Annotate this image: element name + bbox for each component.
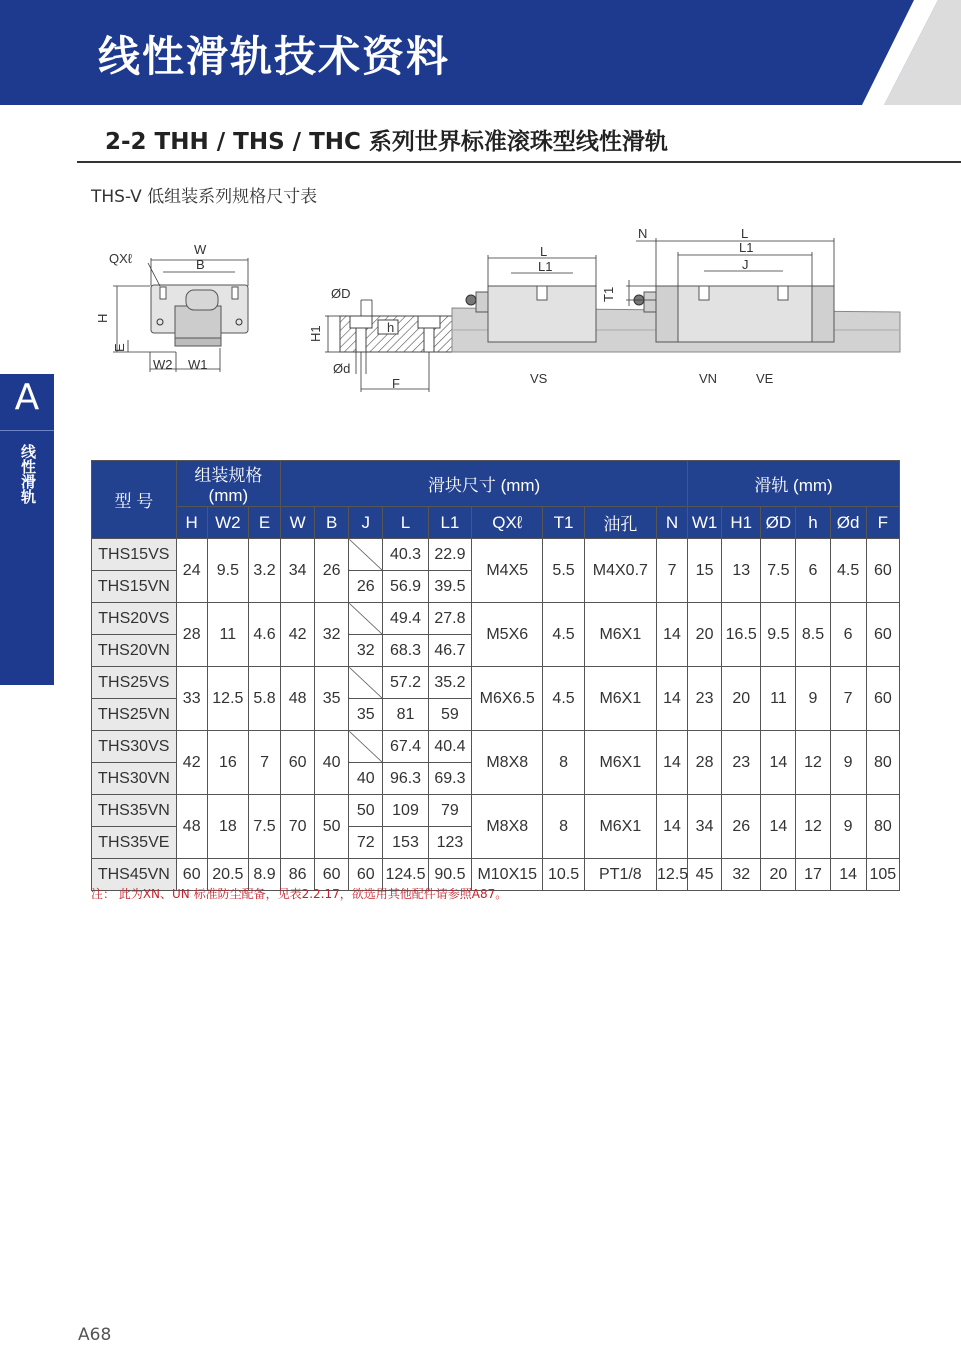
col-h: H [176,507,207,539]
cell-od: 9 [830,795,866,859]
cell-l1: 90.5 [428,859,471,891]
col-od: ØD [761,507,796,539]
page-header [0,0,961,105]
dim-w2: W2 [153,357,173,372]
col-f: F [866,507,899,539]
col-w2: W2 [207,507,248,539]
model-cell: THS35VN [92,795,177,827]
cell-j-empty [349,539,383,571]
cell-e: 8.9 [249,859,281,891]
cell-h1: 23 [722,731,761,795]
cell-w2: 12.5 [207,667,248,731]
spec-table-body [92,539,900,891]
model-cell: THS25VN [92,699,177,731]
cell-w2: 16 [207,731,248,795]
table-row [92,859,900,891]
header-assembly: 组装规格 (mm) [176,461,280,507]
cell-e: 3.2 [249,539,281,603]
cell-w: 60 [281,731,315,795]
ve-caption: VE [756,371,774,386]
col-dd: Ød [830,507,866,539]
model-cell: THS20VN [92,635,177,667]
cell-od: 14 [830,859,866,891]
cell-h: 12 [796,795,830,859]
page-title: 线性滑轨技术资料 [98,32,451,81]
dim-h: H [95,313,110,323]
cell-j: 72 [349,827,383,859]
model-cell: THS25VS [92,667,177,699]
cell-b: 32 [315,603,349,667]
cell-l1: 46.7 [428,635,471,667]
cell-w2: 20.5 [207,859,248,891]
cell-f: 60 [866,539,899,603]
cell-l1: 39.5 [428,571,471,603]
cell-n: 7 [657,539,688,603]
cell-e: 5.8 [249,667,281,731]
cell-w1: 28 [688,731,722,795]
model-cell: THS15VN [92,571,177,603]
cell-l1: 69.3 [428,763,471,795]
cell-od: 4.5 [830,539,866,603]
cell-l: 49.4 [383,603,428,635]
cell-l1: 123 [428,827,471,859]
table-row [92,539,900,571]
cell-t1: 4.5 [543,603,584,667]
cell-oil: M6X1 [584,603,656,667]
cell-l: 57.2 [383,667,428,699]
cell-od: 9.5 [761,603,796,667]
cell-h: 28 [176,603,207,667]
cell-h: 48 [176,795,207,859]
cell-l: 153 [383,827,428,859]
cell-od: 14 [761,731,796,795]
cell-oil: M6X1 [584,731,656,795]
cell-b: 26 [315,539,349,603]
cell-f: 80 [866,731,899,795]
model-cell: THS30VS [92,731,177,763]
cell-b: 35 [315,667,349,731]
cell-qxl: M8X8 [472,731,543,795]
chapter-tab-divider [0,430,54,431]
cell-l1: 79 [428,795,471,827]
col-w1: W1 [688,507,722,539]
model-cell: THS35VE [92,827,177,859]
cell-h1: 16.5 [722,603,761,667]
dim-j: J [742,257,749,272]
cell-od: 11 [761,667,796,731]
cell-h: 42 [176,731,207,795]
vn-side-view-drawing [626,238,834,342]
cell-h1: 20 [722,667,761,731]
cell-od: 7.5 [761,539,796,603]
table-row [92,731,900,763]
spec-table [91,460,900,891]
dim-h1: H1 [308,325,323,342]
cell-l1: 59 [428,699,471,731]
cell-h: 33 [176,667,207,731]
model-cell: THS15VS [92,539,177,571]
cell-j: 50 [349,795,383,827]
col-b: B [315,507,349,539]
cell-l1: 40.4 [428,731,471,763]
chapter-label: 线性滑轨 [19,444,37,504]
dim-t1: T1 [601,286,616,302]
cell-e: 7 [249,731,281,795]
cell-j: 26 [349,571,383,603]
cell-f: 60 [866,603,899,667]
cell-l: 40.3 [383,539,428,571]
cell-n: 12.5 [657,859,688,891]
col-n: N [657,507,688,539]
col-qxl: QXℓ [472,507,543,539]
cell-t1: 10.5 [543,859,584,891]
cell-l: 81 [383,699,428,731]
dimension-diagrams [0,220,961,400]
dim-od: ØD [331,286,351,301]
cell-w1: 15 [688,539,722,603]
col-l: L [383,507,428,539]
rail-section-drawing [325,300,452,392]
cell-w: 34 [281,539,315,603]
cell-e: 4.6 [249,603,281,667]
col-t1: T1 [543,507,584,539]
cell-h: 8.5 [796,603,830,667]
dim-vn-l: L [741,226,749,241]
cell-h1: 26 [722,795,761,859]
col-e: E [249,507,281,539]
cell-oil: M4X0.7 [584,539,656,603]
cell-oil: M6X1 [584,795,656,859]
dim-w: W [194,242,207,257]
cell-t1: 4.5 [543,667,584,731]
cell-f: 60 [866,667,899,731]
cell-j-empty [349,731,383,763]
cell-od: 9 [830,731,866,795]
cell-l: 68.3 [383,635,428,667]
vn-caption: VN [699,371,718,386]
cell-j-empty [349,603,383,635]
dim-w1: W1 [188,357,208,372]
cell-qxl: M10X15 [472,859,543,891]
cell-h: 6 [796,539,830,603]
section-divider [77,161,961,163]
front-view-drawing [113,258,248,372]
cell-j: 60 [349,859,383,891]
cell-t1: 8 [543,795,584,859]
chapter-letter: A [14,377,40,418]
cell-oil: M6X1 [584,667,656,731]
section-title: 2-2 THH / THS / THC 系列世界标准滚珠型线性滑轨 [105,129,668,155]
cell-t1: 5.5 [543,539,584,603]
cell-h: 9 [796,667,830,731]
cell-n: 14 [657,731,688,795]
col-w: W [281,507,315,539]
col-l1: L1 [428,507,471,539]
vs-caption: VS [530,371,548,386]
cell-f: 80 [866,795,899,859]
cell-h: 24 [176,539,207,603]
cell-j: 35 [349,699,383,731]
cell-j: 32 [349,635,383,667]
cell-l1: 27.8 [428,603,471,635]
cell-l: 56.9 [383,571,428,603]
table-row [92,795,900,827]
cell-t1: 8 [543,731,584,795]
cell-j-empty [349,667,383,699]
cell-w1: 20 [688,603,722,667]
cell-l: 109 [383,795,428,827]
cell-w: 42 [281,603,315,667]
dim-qxl: QXℓ [109,251,132,266]
dim-b: B [196,257,205,272]
cell-n: 14 [657,667,688,731]
dim-vs-l1: L1 [538,259,553,274]
col-h-small: h [796,507,830,539]
dim-h-small: h [387,320,395,335]
cell-oil: PT1/8 [584,859,656,891]
footnote: 注： 此为XN、UN 标准防尘配备，见表2.2.17，欲选用其他配件请参照A87。 [91,887,508,901]
cell-n: 14 [657,603,688,667]
cell-l1: 35.2 [428,667,471,699]
dim-vn-l1: L1 [739,240,754,255]
page-number: A68 [78,1325,112,1345]
cell-b: 40 [315,731,349,795]
cell-w1: 34 [688,795,722,859]
cell-h1: 32 [722,859,761,891]
cell-qxl: M6X6.5 [472,667,543,731]
cell-b: 60 [315,859,349,891]
cell-b: 50 [315,795,349,859]
chapter-tab [0,374,54,685]
cell-l: 124.5 [383,859,428,891]
cell-qxl: M4X5 [472,539,543,603]
cell-h: 12 [796,731,830,795]
col-oil-hole: 油孔 [584,507,656,539]
cell-w1: 45 [688,859,722,891]
cell-od: 20 [761,859,796,891]
cell-w2: 11 [207,603,248,667]
cell-h: 17 [796,859,830,891]
cell-l: 96.3 [383,763,428,795]
cell-e: 7.5 [249,795,281,859]
dim-e: E [112,343,127,352]
cell-w: 48 [281,667,315,731]
table-row [92,667,900,699]
dim-vs-l: L [540,244,548,259]
cell-h1: 13 [722,539,761,603]
dim-dd: Ød [333,361,351,376]
cell-qxl: M5X6 [472,603,543,667]
cell-l1: 22.9 [428,539,471,571]
col-h1: H1 [722,507,761,539]
cell-od: 14 [761,795,796,859]
table-row [92,603,900,635]
model-cell: THS30VN [92,763,177,795]
cell-w: 86 [281,859,315,891]
table-subtitle: THS-V 低组装系列规格尺寸表 [91,187,318,207]
cell-qxl: M8X8 [472,795,543,859]
dim-n: N [638,226,648,241]
header-rail: 滑轨 (mm) [688,461,900,507]
col-j: J [349,507,383,539]
cell-j: 40 [349,763,383,795]
cell-od: 7 [830,667,866,731]
cell-w2: 18 [207,795,248,859]
header-block: 滑块尺寸 (mm) [281,461,688,507]
cell-w2: 9.5 [207,539,248,603]
cell-od: 6 [830,603,866,667]
header-model: 型 号 [92,461,177,539]
cell-n: 14 [657,795,688,859]
cell-l: 67.4 [383,731,428,763]
model-cell: THS20VS [92,603,177,635]
cell-f: 105 [866,859,899,891]
model-cell: THS45VN [92,859,177,891]
cell-w: 70 [281,795,315,859]
cell-h: 60 [176,859,207,891]
dim-f: F [392,376,400,391]
cell-w1: 23 [688,667,722,731]
